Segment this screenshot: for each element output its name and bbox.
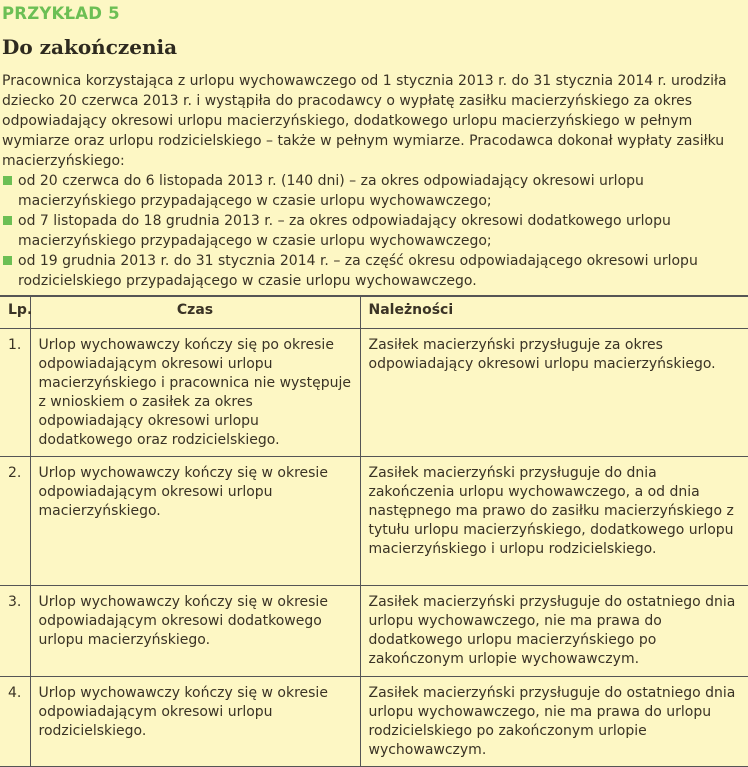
bullet-text: od 7 listopada do 18 grudnia 2013 r. – za okres odpowiadający okresowi dodatkowego urlopu macierzyńskiego przypadającego w czasie urlopu wychowawczego; xyxy=(18,213,671,249)
bullet-item xyxy=(2,251,746,291)
example-label: PRZYKŁAD 5 xyxy=(2,4,120,23)
table-row xyxy=(0,677,748,767)
page-title: Do zakończenia xyxy=(2,35,178,59)
row-number: 4. xyxy=(0,677,30,767)
row-naleznosci: Zasiłek macierzyński przysługuje do ostatniego dnia urlopu wychowawczego, nie ma prawa do dodatkowego urlopu macierzyńskiego po zakończonym urlopie wychowawczym. xyxy=(360,586,748,677)
bullet-list xyxy=(2,171,746,291)
header-naleznosci: Należności xyxy=(360,296,748,329)
row-number: 1. xyxy=(0,329,30,457)
row-number: 2. xyxy=(0,457,30,586)
row-naleznosci: Zasiłek macierzyński przysługuje za okres odpowiadający okresowi urlopu macierzyńskiego. xyxy=(360,329,748,457)
row-czas: Urlop wychowawczy kończy się w okresie odpowiadającym okresowi dodatkowego urlopu macierzyńskiego. xyxy=(30,586,360,677)
bullet-text: od 20 czerwca do 6 listopada 2013 r. (140 dni) – za okres odpowiadający okresowi urlopu macierzyńskiego przypadającego w czasie urlopu wychowawczego; xyxy=(18,173,644,209)
row-number: 3. xyxy=(0,586,30,677)
row-naleznosci: Zasiłek macierzyński przysługuje do dnia zakończenia urlopu wychowawczego, a od dnia następnego ma prawo do zasiłku macierzyńskiego z tytułu urlopu macierzyńskiego, dodatkowego urlopu macierzyńskiego i urlopu rodzicielskiego. xyxy=(360,457,748,586)
square-bullet-icon xyxy=(3,256,12,265)
conditions-table xyxy=(0,295,748,767)
row-naleznosci: Zasiłek macierzyński przysługuje do ostatniego dnia urlopu wychowawczego, nie ma prawa do urlopu rodzicielskiego po zakończonym urlopie wychowawczym. xyxy=(360,677,748,767)
table-header-row xyxy=(0,296,748,329)
header-czas: Czas xyxy=(30,296,360,329)
table-row xyxy=(0,457,748,586)
table-row xyxy=(0,329,748,457)
row-czas: Urlop wychowawczy kończy się po okresie odpowiadającym okresowi urlopu macierzyńskiego i pracownica nie występuje z wnioskiem o zasiłek za okres odpowiadający okresowi urlopu dodatkowego oraz rodzicielskiego. xyxy=(30,329,360,457)
row-czas: Urlop wychowawczy kończy się w okresie odpowiadającym okresowi urlopu rodzicielskiego. xyxy=(30,677,360,767)
intro-paragraph: Pracownica korzystająca z urlopu wychowawczego od 1 stycznia 2013 r. do 31 stycznia 2014 r. urodziła dziecko 20 czerwca 2013 r. i wystąpiła do pracodawcy o wypłatę zasiłku macierzyńskiego za okres odpowiadający okresowi urlopu macierzyńskiego, dodatkowego urlopu macierzyńskiego w pełnym wymiarze oraz urlopu rodzicielskiego – także w pełnym wymiarze. Pracodawca dokonał wypłaty zasiłku macierzyńskiego: xyxy=(2,73,727,169)
bullet-text: od 19 grudnia 2013 r. do 31 stycznia 2014 r. – za część okresu odpowiadającego okresowi urlopu rodzicielskiego przypadającego w czasie urlopu wychowawczego. xyxy=(18,253,698,289)
table-row xyxy=(0,586,748,677)
bullet-item xyxy=(2,211,746,251)
bullet-item xyxy=(2,171,746,211)
square-bullet-icon xyxy=(3,176,12,185)
square-bullet-icon xyxy=(3,216,12,225)
row-czas: Urlop wychowawczy kończy się w okresie odpowiadającym okresowi urlopu macierzyńskiego. xyxy=(30,457,360,586)
header-lp: Lp. xyxy=(0,296,30,329)
intro-section xyxy=(2,71,746,291)
